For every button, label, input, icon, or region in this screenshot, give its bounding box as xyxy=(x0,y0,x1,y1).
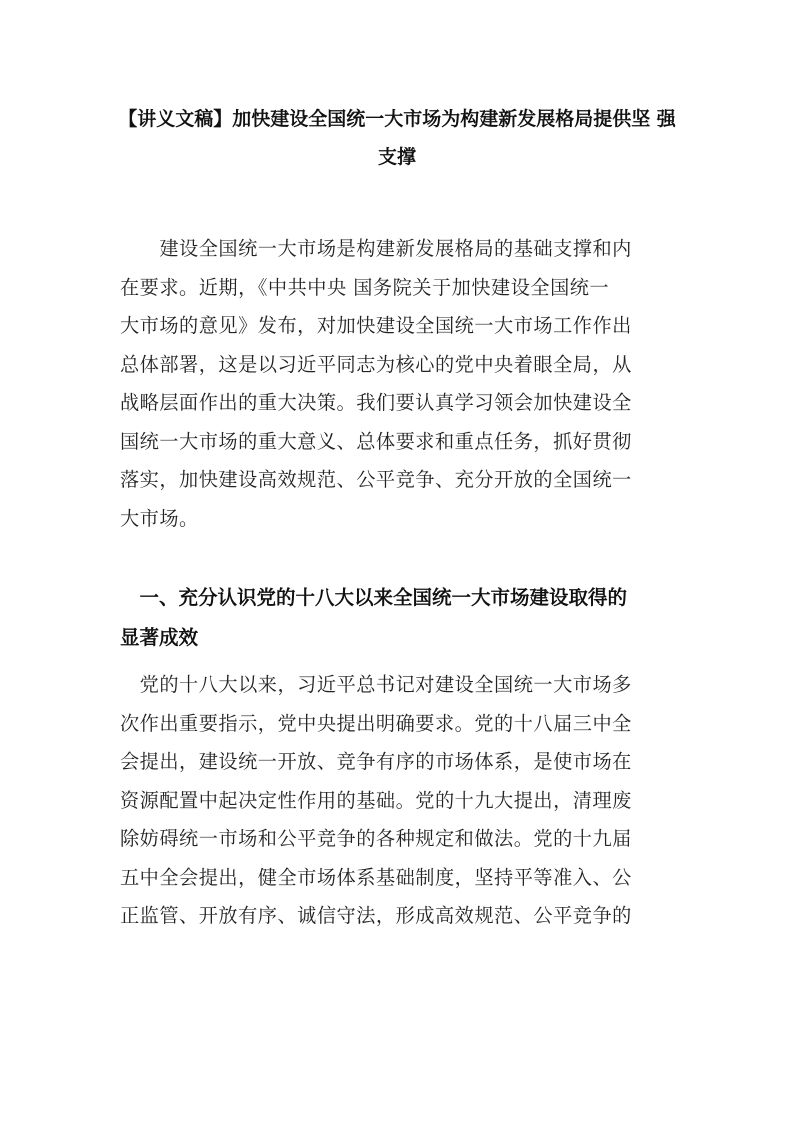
paragraph-line: 正监管、开放有序、诚信守法，形成高效规范、公平竞争的 xyxy=(120,904,632,927)
paragraph-line: 大市场的意见》发布，对加快建设全国统一大市场工作作出 xyxy=(120,314,632,337)
paragraph-line: 建设全国统一大市场是构建新发展格局的基础支撑和内 xyxy=(120,237,632,260)
paragraph-line: 除妨碍统一市场和公平竞争的各种规定和做法。党的十九届 xyxy=(120,827,632,850)
document-title xyxy=(100,100,694,176)
paragraph-line: 落实，加快建设高效规范、公平竞争、充分开放的全国统一 xyxy=(120,468,632,491)
paragraph-line: 在要求。近期，《中共中央 国务院关于加快建设全国统一 xyxy=(120,275,610,299)
paragraph-line: 会提出，建设统一开放、竞争有序的市场体系，是使市场在 xyxy=(120,750,632,773)
paragraph-line: 党的十八大以来，习近平总书记对建设全国统一大市场多 xyxy=(120,673,632,696)
paragraph-line: 大市场。 xyxy=(120,506,199,530)
paragraph-line: 五中全会提出，健全市场体系基础制度，坚持平等准入、公 xyxy=(120,865,632,889)
heading-line: 一、充分认识党的十八大以来全国统一大市场建设取得的 xyxy=(120,586,628,609)
paragraph-line: 国统一大市场的重大意义、总体要求和重点任务，抓好贯彻 xyxy=(120,429,632,453)
heading-line: 显著成效 xyxy=(120,626,199,649)
paragraph-line: 次作出重要指示，党中央提出明确要求。党的十八届三中全 xyxy=(120,711,632,735)
paragraph-line: 资源配置中起决定性作用的基础。党的十九大提出，清理废 xyxy=(120,788,632,812)
paragraph-line: 战略层面作出的重大决策。我们要认真学习领会加快建设全 xyxy=(120,391,632,414)
paragraph-line: 总体部署，这是以习近平同志为核心的党中央着眼全局，从 xyxy=(120,352,632,376)
intro-paragraph xyxy=(120,230,675,538)
title-line: 【讲义文稿】加快建设全国统一大市场为构建新发展格局提供坚 强 xyxy=(118,108,676,130)
title-line: 支撑 xyxy=(377,146,416,168)
section-paragraph xyxy=(120,666,675,936)
section-heading xyxy=(120,578,680,658)
